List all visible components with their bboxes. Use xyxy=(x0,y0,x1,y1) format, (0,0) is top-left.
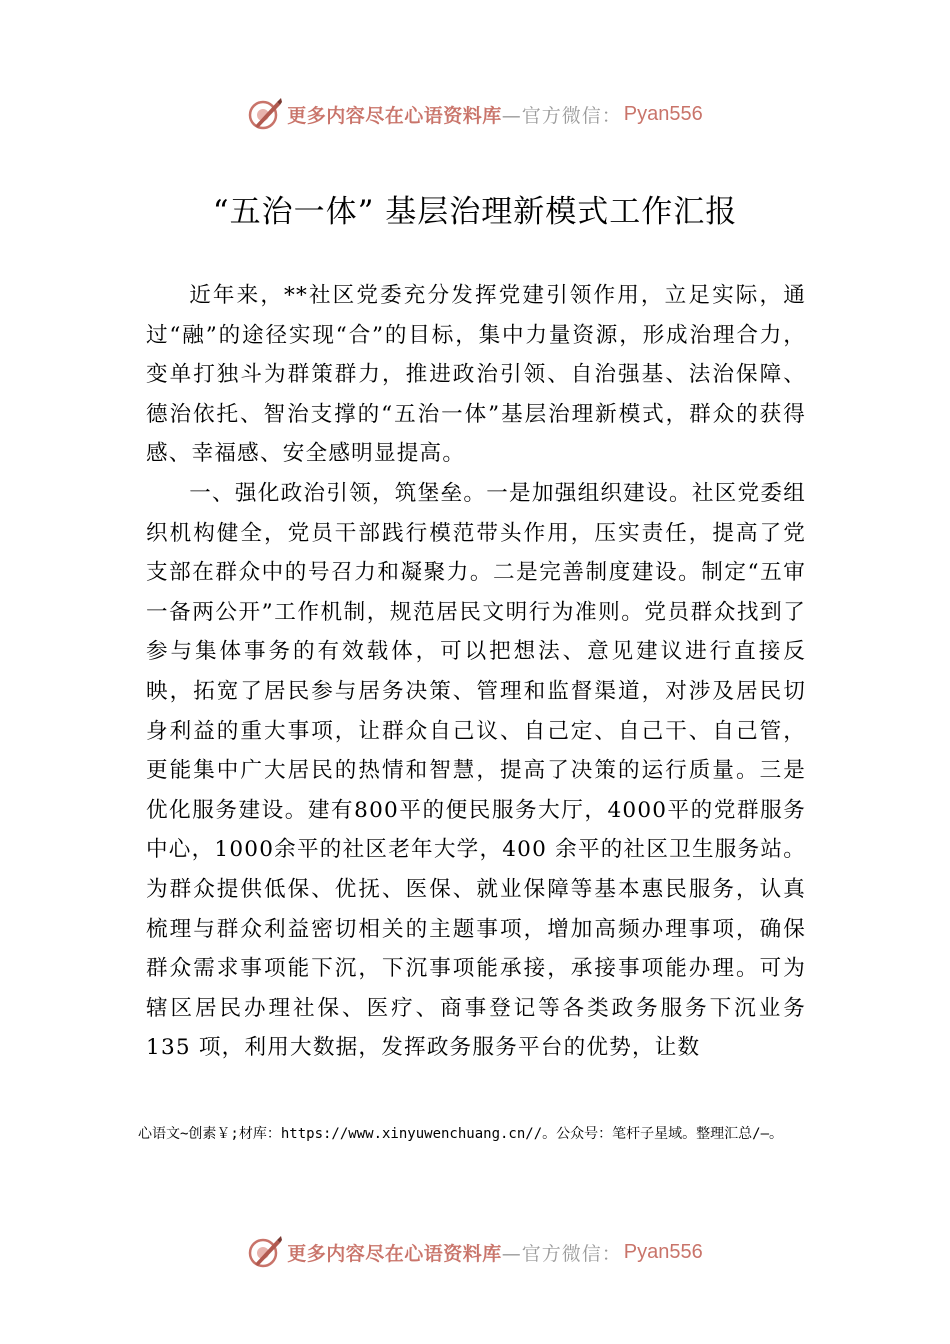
document-title: “五治一体” 基层治理新模式工作汇报 xyxy=(212,194,738,230)
pen-logo-icon xyxy=(247,96,283,132)
document-body xyxy=(146,276,806,1068)
paragraph-section-1: 一、强化政治引领，筑堡垒。一是加强组织建设。社区党委组织机构健全，党员干部践行模范带头作用，压实责任，提高了党支部在群众中的号召力和凝聚力。二是完善制度建设。制定“五审一备两公开”工作机制，规范居民文明行为准则。党员群众找到了参与集体事务的有效载体，可以把想法、意见建议进行直接反映，拓宽了居民参与居务决策、管理和监督渠道，对涉及居民切身利益的重大事项，让群众自己议、自己定、自己干、自己管，更能集中广大居民的热情和智慧，提高了决策的运行质量。三是优化服务建设。建有800平的便民服务大厅，4000平的党群服务中心，1000余平的社区老年大学，400 余平的社区卫生服务站。为群众提供低保、优抚、医保、就业保障等基本惠民服务，认真梳理与群众利益密切相关的主题事项，增加高频办理事项，确保群众需求事项能下沉，下沉事项能承接，承接事项能办理。可为辖区居民办理社保、医疗、商事登记等各类政务服务下沉业务 135 项，利用大数据，发挥政务服务平台的优势，让数 xyxy=(146,480,806,1061)
watermark-official: —官方微信： xyxy=(501,104,622,127)
watermark-official: —官方微信： xyxy=(501,1242,622,1265)
footnote: 心语文~创素￥;材库：https://www.xinyuwenchuang.cn//。公众号：笔杆子星域。整理汇总/—。 xyxy=(138,1126,784,1142)
watermark-id: Pyan556 xyxy=(623,1240,703,1263)
paragraph-intro: 近年来，**社区党委充分发挥党建引领作用，立足实际，通过“融”的途径实现“合”的目标，集中力量资源，形成治理合力，变单打独斗为群策群力，推进政治引领、自治强基、法治保障、德治依托、智治支撑的“五治一体”基层治理新模式，群众的获得感、幸福感、安全感明显提高。 xyxy=(146,283,806,467)
watermark-brand: 更多内容尽在心语资料库 xyxy=(287,104,502,127)
pen-logo-icon xyxy=(247,1234,283,1270)
watermark-brand: 更多内容尽在心语资料库 xyxy=(287,1242,502,1265)
watermark-id: Pyan556 xyxy=(623,102,703,125)
watermark-header xyxy=(0,94,950,134)
watermark-footer xyxy=(0,1232,950,1272)
